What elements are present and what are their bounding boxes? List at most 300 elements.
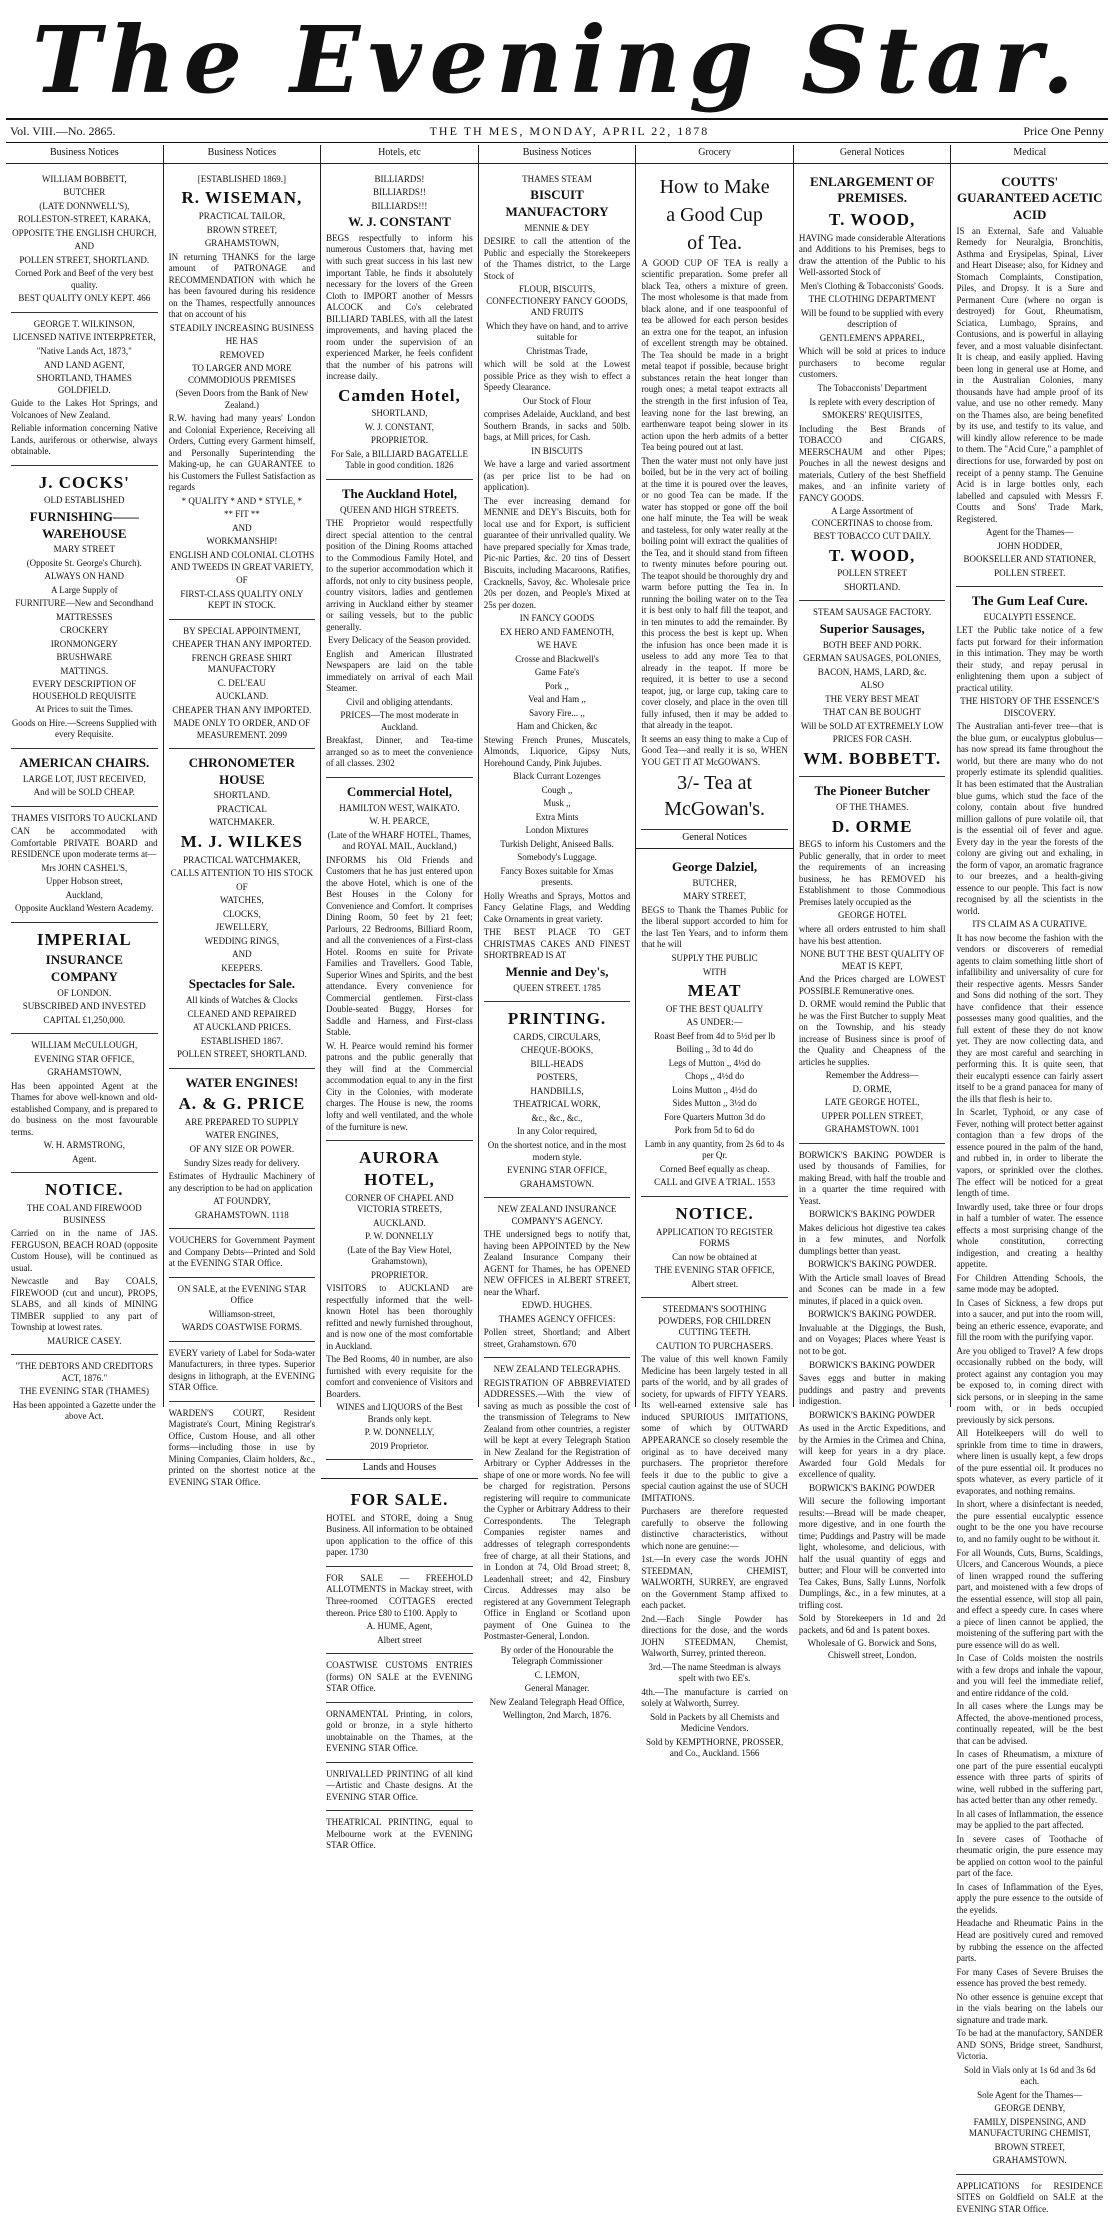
ad-line: BILLIARDS!! <box>372 187 426 198</box>
column-heading: Grocery <box>636 145 793 164</box>
advertisement <box>641 1298 788 1767</box>
ad-line: Stewing French Prunes, Muscatels, Almonds, Liquorice, Gipsy Nuts, Horehound Candy, Pink Jujubes. <box>483 734 631 768</box>
ad-line: (LATE DONNWELL'S), <box>39 200 130 211</box>
ad-line: SUPPLY THE PUBLIC <box>671 953 758 963</box>
ad-line: BACON, HAMS, LARD, &c. <box>817 666 927 677</box>
ad-line: Camden Hotel, <box>338 385 461 405</box>
ad-line: Sold in Packets by all Chemists and Medicine Vendors. <box>650 1711 780 1734</box>
ad-line: AT FOUNDRY, <box>213 1196 271 1207</box>
ad-line: HANDBILLS, <box>530 1085 584 1096</box>
ad-line: APPLICATIONS for RESIDENCE SITES on Goldfield on SALE at the EVENING STAR Office. <box>956 2180 1104 2214</box>
ad-line: Estimates of Hydraulic Machinery of any description to be had on application <box>168 1171 316 1193</box>
ad-line: FAMILY, DISPENSING, AND MANUFACTURING CHEMIST, <box>968 2116 1091 2139</box>
ad-line: REMOVED <box>219 349 265 360</box>
advertisement <box>11 466 158 749</box>
ad-line: IS an External, Safe and Valuable Remedy for Neuralgia, Bronchitis, Asthma and Erysipelas, Spinal, Liver and Heart Disease; also, for Kidney and Stomach Complaints, Constipation, Piles, and Dropsy. It is a Sure and Permanent Cure (where no organ is destroyed) for Gout, Rheumatism, Sciatica, Lumbago, Sprains, and Contusions, and is powerful in allaying fever, and a most valuable disinfectant. It is cheap, and easily applied. Having been long in general use at Home, and in the Australian Colonies, many thousands have had ample proof of its value, and use no other remedy. Many on the Thames also, are being benefited by its use, and testify to its value, and will kindly allow reference to be made to them. The "Acid Cure," a pamphlet of directions for use, forwarded by post on receipt of a penny stamp. The Genuine Acid is in large bottles only, each labelled and capsuled with Messrs F. Coutts and Sons' Trade Mark, Registered. <box>956 225 1104 524</box>
ad-line: Christmas Trade, <box>526 345 588 356</box>
ad-line: STEADILY INCREASING BUSINESS <box>169 322 314 333</box>
ad-line: New Zealand Telegraph Head Office, <box>489 1696 625 1707</box>
ad-line: OF THE THAMES. <box>835 802 909 813</box>
ad-line: THAMES VISITORS TO AUCKLAND <box>11 812 158 823</box>
ad-line: Agent. <box>72 1153 97 1164</box>
ad-line: Opposite Auckland Western Academy. <box>15 903 154 914</box>
ad-line: SHORTLAND, THAMES GOLDFIELD. <box>36 373 132 395</box>
ad-line: BOTH BEEF AND PORK. <box>822 639 922 650</box>
advertisement <box>169 1278 316 1342</box>
ad-line: The Bed Rooms, 40 in number, are also furnished with every requisite for the comfort and convenience of Visitors and Boarders. <box>326 1354 473 1399</box>
ad-line: LET the Public take notice of a few facts put forward for their information in this intimation. They may be worth their study, and repay perusal in enlightening them upon a subject of practical utility. <box>956 625 1104 693</box>
section-heading: General Notices <box>636 830 793 849</box>
ad-line: R. WISEMAN, <box>181 188 303 208</box>
ad-line: GERMAN SAUSAGES, POLONIES, <box>803 653 942 664</box>
ad-line: BORWICK'S BAKING POWDER <box>809 1209 936 1220</box>
ad-line: Sold by KEMPTHORNE, PROSSER, and Co., Auckland. 1566 <box>645 1736 784 1759</box>
ad-line: Every Delicacy of the Season provided. <box>327 635 471 646</box>
ad-line: WATER ENGINES! <box>185 1074 299 1090</box>
ad-line: (Seven Doors from the Bank of New Zealand.) <box>175 388 309 410</box>
advertisement <box>326 1483 473 1567</box>
ad-line: Crosse and Blackwell's <box>515 653 599 664</box>
ad-line: "Native Lands Act, 1873," <box>36 345 132 356</box>
ad-line: IMPERIAL <box>36 929 132 949</box>
ad-line: D. ORME would remind the Public that he was the First Butcher to supply Meat on the Township, and his steady increase of Business since is proof of the Quality and Cheapness of the articles he supplies. <box>798 999 946 1067</box>
ad-line: LICENSED NATIVE INTERPRETER, <box>12 332 156 343</box>
ad-line: SUBSCRIBED AND INVESTED <box>22 1001 146 1012</box>
ad-line: Musk ,, <box>543 798 571 809</box>
ad-line: Fore Quarters Mutton 3d do <box>664 1111 766 1122</box>
advertisement <box>484 168 631 1002</box>
ad-line: A Large Assortment of CONCERTINAS to choose from. <box>811 506 933 528</box>
ad-line: Will be found to be supplied with every description of <box>800 307 944 330</box>
ad-line: AND <box>232 949 252 960</box>
ad-line: Cough ,, <box>541 784 573 795</box>
ad-line: Invaluable at the Diggings, the Bush, and on Voyages; Places where Yeast is not to be got. <box>798 1322 946 1356</box>
ad-line: QUEEN AND HIGH STREETS. <box>339 504 459 515</box>
ad-line: CALL and GIVE A TRIAL. 1553 <box>654 1177 776 1188</box>
ad-line: A Large Supply of <box>51 584 118 595</box>
ad-line: PRACTICAL <box>216 803 267 814</box>
ad-line: Headache and Rheumatic Pains in the Head are positively cured and removed by rubbing the essence on the affected parts. <box>956 1918 1104 1964</box>
advertisement <box>326 778 473 1141</box>
ad-line: CAN be accommodated with Comfortable PRIVATE BOARD and RESIDENCE upon moderate terms at— <box>11 826 158 860</box>
volume-number: Vol. VIII.—No. 2865. <box>10 123 116 138</box>
ad-line: Then the water must not only have just boiled, but be in the very act of boiling at the time it is poured over the leaves, or no good Tea can be made. If the water has stopped or gone off the boil one half minute, the Tea will be weak and tasteless, for only water really at the boiling point will extract the qualities of the Tea, and it should stand from fifteen to twenty minutes before pouring out. The teapot should be thoroughly dry and warm before putting the Tea in. In running the boiling water on to the Tea it is best only to half fill the teapot, and in ten minutes to add the remainder. By this process the best is kept up. When the infusion has once been made it is useless to add any more Tea to that already in the teapot. If more be required, it is better to use a second teapot, jug, or large cup, taking care to cover closely, and place in the oven till fully infused, then it may be added to that already in the teapot. <box>641 455 788 731</box>
ad-line: Which they have on hand, and to arrive suitable for <box>486 320 628 343</box>
ad-line: In Scarlet, Typhoid, or any case of Fever, nothing will protect better against contagion than a few drops of the essence poured in the palm of the hand, and rubbed in, in order to liberate the vapors, or sprinkled over the clothes. The effect will be noticed for a great length of time. <box>956 1107 1104 1199</box>
ad-line: BEGS to inform his Customers and the Public generally, that in order to meet the requirements of an increasing business, he has REMOVED his Establishment to those Commodious Premises lately occupied as the <box>798 839 946 907</box>
ad-line: AND <box>232 522 252 533</box>
ad-line: [ESTABLISHED 1869.] <box>197 173 286 184</box>
ad-line: W. H. Pearce would remind his former patrons and the public generally that they will find at the Commercial accommodation equal to any in the first City in the Colonies, with moderate charges. The House is new, the rooms lofty and well ventilated, and the whole of the furniture is new. <box>326 1040 473 1132</box>
ad-line: Turkish Delight, Aniseed Balls. <box>500 838 614 849</box>
ad-line: By order of the Honourable the Telegraph Commissioner <box>500 1644 614 1667</box>
ad-line: a Good Cup <box>666 203 763 226</box>
ad-line: AUCKLAND. <box>373 1217 426 1228</box>
advertisement <box>326 1763 473 1812</box>
ad-line: Carried on in the name of JAS. FERGUSON, BEACH ROAD (opposite Custom House), will be continued as usual. <box>11 1228 158 1273</box>
ad-line: WORKMANSHIP! <box>206 536 278 547</box>
ad-line: It has now become the fashion with the vendors or discoverers of remedial agents to claim something little short of infallibility and universality of cure for their respective agents. Messrs Sander and Sons did nothing of the sort. They have confidence that their essence possesses many good qualities, and the full extent of these they do not know yet. They are now collecting data, and they are most careful and searching in performing this. It is quite seen, that their eucalypti essence can fairly assert itself to be a grand panacea for many of the ills that flesh is heir to. <box>956 932 1104 1104</box>
ad-line: ON SALE, at the EVENING STAR Office <box>177 1283 307 1306</box>
masthead-title: The Evening Star. <box>32 6 1082 114</box>
ad-line: GRAHAMSTOWN. <box>519 1178 595 1189</box>
advertisement <box>326 1654 473 1703</box>
ad-line: * QUALITY * AND * STYLE, * <box>181 495 303 506</box>
ad-line: It seems an easy thing to make a Cup of Good Tea—and really it is so, WHEN YOU GET IT AT McGOWAN'S. <box>641 733 788 767</box>
ad-line: APPLICATION TO REGISTER FORMS <box>656 1226 774 1249</box>
advertisement <box>169 168 316 620</box>
ad-line: The Australian anti-fever tree—that is the blue gum, or eucalyptus globulus—has now spread its fame throughout the world, but there are many who do not properly estimate its splendid qualities. It has been estimated that the Australian blue gums, which stud the face of the colony, contain about five hundred million gallons of pure volatile oil, that is the essential oil of fever and ague. Every day in the year the forests of the colony are giving out and exhaling, in the form of vapor, an aromatic fragrance to our breezes, and a health-giving essence to our people. This fact is now recognised by all the scientists in the world. <box>956 721 1104 916</box>
ad-line: WEDDING RINGS, <box>204 935 280 946</box>
ad-line: BILLIARDS!!! <box>371 200 428 211</box>
ad-line: BORWICK'S BAKING POWDER. <box>807 1309 937 1320</box>
ad-line: GRAHAMSTOWN. 1118 <box>195 1209 289 1220</box>
ad-line: WARDS COASTWISE FORMS. <box>181 1322 302 1333</box>
ad-line: 1st.—In every case the words JOHN STEEDMAN, CHEMIST, WALWORTH, SURREY, are engraved on the Government Stamp affixed to each packet. <box>641 1554 788 1611</box>
ad-line: THE CLOTHING DEPARTMENT <box>808 294 936 305</box>
ad-line: D. ORME <box>831 816 913 836</box>
ad-line: FLOUR, BISCUITS, CONFECTIONERY FANCY GOODS, AND FRUITS <box>486 284 628 318</box>
ad-line: As used in the Arctic Expeditions, and by the Armies in the Crimea and China, will keep for years in a dry place. Awarded four Gold Medals for excellence of quality. <box>798 1423 946 1480</box>
ad-line: A. & G. PRICE <box>178 1094 306 1114</box>
advertisement <box>799 168 946 602</box>
ad-line: THAT CAN BE BOUGHT <box>823 707 921 718</box>
ad-line: SHORTLAND. <box>213 790 270 801</box>
ad-line: How to Make <box>659 175 770 198</box>
ad-line: POLLEN STREET <box>837 568 908 579</box>
ad-line: POLLEN STREET, SHORTLAND. <box>19 254 150 265</box>
ad-line: MATTRESSES <box>56 611 113 622</box>
ad-line: THAMES STEAM <box>522 173 592 184</box>
ad-line: OF LONDON. <box>57 987 112 998</box>
ad-line: In short, where a disinfectant is needed, the pure essential eucalyptic essence ought to be the one you have recourse to, and no family ought to be without it. <box>956 1499 1104 1544</box>
ad-line: PRACTICAL WATCHMAKER, <box>183 854 301 865</box>
column-heading: General Notices <box>794 145 951 164</box>
ad-line: For many Cases of Severe Bruises the essence has proved the best remedy. <box>956 1966 1104 1989</box>
ad-line: GEORGE HOTEL <box>838 910 907 921</box>
ad-line: R.W. having had many years' London and Colonial Experience, Receiving all Orders, Cutting every Garment himself, and Personally Superintending the Making-up, he can GUARANTEE to his Customers the Fullest Satisfaction as regards <box>168 413 316 493</box>
ad-line: ** FIT ** <box>223 509 260 520</box>
ad-line: MADE ONLY TO ORDER, AND OF MEASUREMENT. 2099 <box>173 718 311 740</box>
ad-line: Breakfast, Dinner, and Tea-time arranged so as to meet the convenience of all classes. 2302 <box>326 735 473 769</box>
ad-line: Can now be obtained at <box>672 1251 758 1262</box>
columns <box>6 145 1108 2214</box>
ad-line: MARY STREET <box>53 544 115 555</box>
ad-line: GEORGE T. WILKINSON, <box>33 318 135 329</box>
ad-line: General Manager. <box>524 1683 590 1694</box>
ad-line: REGISTRATION OF ABBREVIATED ADDRESSES.—With the view of saving as much as possible the cost of the transmission of Telegrams to New Zealand from other countries, a register will be kept at every Telegraph Station in New Zealand for the Registration of Arbitrary or Cypher Addresses in the shape of one or more words. No fee will be charged for registration. Persons registering will require to communicate the Cypher or Arbitrary Address to their Correspondents. The Telegraph Companies register names and addresses of telegraph correspondents free of charge, at all their Stations, and in London at 74, Old Broad street; 8, Leadenhall street; and 42, Finsbury Circus. Addresses may also be registered at any Government Telegraph Office in England or Scotland upon payment of One Guinea to the Postmaster-General, London. <box>483 1377 631 1642</box>
ad-line: UNRIVALLED PRINTING of all kind—Artistic and Chaste designs. At the EVENING STAR Office. <box>326 1768 473 1802</box>
ad-line: PRICES—The most moderate in Auckland. <box>340 710 459 732</box>
ad-line: All Hotelkeepers will do well to sprinkle from time to time in drawers, where linen is usually kept, a few drops of the pure essential oil. It produces no spots whatever, as every particle of it evaporates, and nothing remains. <box>956 1428 1104 1496</box>
ad-line: BROWN STREET, <box>994 2141 1065 2152</box>
ad-line: For Children Attending Schools, the same mode may be adopted. <box>956 1272 1104 1295</box>
ad-line: WITH <box>702 966 727 977</box>
ad-line: EVENING STAR OFFICE, <box>507 1165 608 1176</box>
ad-line: Will secure the following important results:—Bread will be made cheaper, more digestive, and in one fourth the time; Puddings and Pastry will be made light, wholesome, and delicious, with half the usual quantity of eggs and butter; and Flour will be converted into Tea Cakes, Buns, Sally Lunns, Norfolk Dumplings, &c., in a few minutes, at a trifling cost. <box>798 1496 946 1610</box>
ad-line: AURORA HOTEL, <box>359 1148 440 1189</box>
ad-line: POLLEN STREET. <box>994 567 1066 578</box>
ad-line: Which will be sold at prices to induce purchasers to become regular customers. <box>798 346 946 380</box>
ad-line: A GOOD CUP OF TEA is really a scientific preparation. Some prefer all black Tea, others a mixture of green. The most wholesome is that made from black alone, and if one teaspoonful of tea be allowed for each person besides an extra one for the teapot, an infusion of excellent strength may be obtained. The Tea should be made in a bright metal teapot if possible, because bright substances retain the heat longer than rough ones; a metal teapot extracts all the strength in the first infusion of Tea, leaving none for the last brewing, an earthenware teapot being slower in its action upon the herb admits of a better Tea being poured out at last. <box>641 257 788 453</box>
ad-line: The Auckland Hotel, <box>341 486 458 501</box>
ad-line: C. LEMON, <box>534 1669 580 1680</box>
ad-line: &c., &c., &c., <box>531 1112 583 1123</box>
advertisement <box>169 1069 316 1230</box>
advertisement <box>326 1567 473 1654</box>
advertisement <box>641 853 788 1197</box>
ad-line: BISCUIT MANUFACTORY <box>505 187 609 219</box>
ad-line: PRINTING. <box>507 1009 607 1029</box>
ad-line: ROLLESTON-STREET, KARAKA, <box>17 214 151 225</box>
ad-line: IRONMONGERY <box>50 638 118 649</box>
ad-line: Guide to the Lakes Hot Springs, and Volcanoes of New Zealand. <box>11 398 158 420</box>
ad-line: EVENING STAR OFFICE, <box>34 1053 135 1064</box>
ad-line: Sundry Sizes ready for delivery. <box>184 1157 300 1168</box>
advertisement <box>11 749 158 807</box>
ad-line: INSURANCE COMPANY <box>45 952 123 985</box>
column-3 <box>320 145 478 1851</box>
ad-line: BUTCHER <box>63 187 106 198</box>
advertisement <box>641 168 788 831</box>
ad-line: ESTABLISHED 1867. <box>200 1035 283 1046</box>
ad-line: C. DEL'EAU <box>217 677 266 688</box>
ad-line: Makes delicious hot digestive tea cakes in a few minutes, and Norfolk dumplings better than yeast. <box>798 1222 946 1256</box>
ad-line: EVERY variety of Label for Soda-water Manufacturers, in three types. Superior designs in lithograph, at the EVENING STAR Office. <box>168 1347 316 1393</box>
ad-line: ORNAMENTAL Printing, in colors, gold or bronze, in a style hitherto unobtainable on the Thames, at the EVENING STAR Office. <box>326 1708 473 1754</box>
ad-line: AND <box>74 241 95 252</box>
ad-line: CAPITAL £1,250,000. <box>43 1014 126 1025</box>
ad-line: W. H. ARMSTRONG, <box>43 1140 125 1151</box>
ad-line: CORNER OF CHAPEL AND VICTORIA STREETS, <box>345 1192 454 1215</box>
column-1 <box>6 145 163 1422</box>
ad-line: THE HISTORY OF THE ESSENCE'S DISCOVERY. <box>960 696 1100 718</box>
ad-line: AMERICAN CHAIRS. <box>19 754 150 770</box>
ad-line: CHEQUE-BOOKS, <box>520 1045 594 1056</box>
ad-line: AUCKLAND. <box>215 691 269 702</box>
ad-line: CLEANED AND REPAIRED <box>187 1008 297 1019</box>
ad-line: GRAHAMSTOWN. 1001 <box>825 1124 920 1135</box>
ad-line: London Mixtures <box>525 825 589 836</box>
ad-line: OPPOSITE THE ENGLISH CHURCH, <box>12 227 157 238</box>
ad-line: FURNITURE—New and Secondhand <box>15 598 154 609</box>
ad-line: ITS CLAIM AS A CURATIVE. <box>972 919 1088 930</box>
ad-line: AS UNDER:— <box>686 1017 743 1028</box>
ad-line: INFORMS his Old Friends and Customers that he has just entered upon the above Hotel, which is one of the Best Houses in the Colony for Convenience and Comfort. It comprises Dining Room, 50 feet by 21 feet; Parlours, 22 Bedrooms, Billiard Room, and all the conveniences of a First-class Hotel. Rooms en suite for Private Families and Travellers. Good Table, Superior Wines and Spirits, and the best attendance. Every convenience for Commercial gentlemen. First-class Double-seated Buggy, Horses for Saddle and Harness, and First-class Stable. <box>326 854 473 1038</box>
ad-line: No other essence is genuine except that in the vials bearing on the labels our signature and trade mark. <box>956 1991 1104 2025</box>
ad-line: BORWICK'S BAKING POWDER <box>809 1482 936 1493</box>
ad-line: Extra Mints <box>535 811 579 822</box>
ad-line: BY SPECIAL APPOINTMENT, <box>183 625 301 636</box>
ad-line: GRAHAMSTOWN, <box>47 1067 122 1078</box>
ad-line: ENGLISH AND COLONIAL CLOTHS AND TWEEDS IN GREAT VARIETY, <box>169 549 315 572</box>
ad-line: Inwardly used, take three or four drops in half a tumbler of water. The essence effects a most surprising change of the whole constitution, correcting indigestion, and creating a healthy appetite. <box>956 1201 1104 1270</box>
ad-line: Legs of Mutton ,, 4½d do <box>668 1057 761 1068</box>
ad-line: Williamson-street, <box>208 1308 276 1319</box>
ad-line: BOOKSELLER AND STATIONER, <box>963 554 1097 565</box>
ad-line: (Opposite St. George's Church). <box>26 557 142 568</box>
ad-line: BEGS to Thank the Thames Public for the liberal support accorded to him for the last Ten Years, and to inform them that he will <box>641 904 788 950</box>
ad-line: Auckland, <box>65 889 103 900</box>
ad-line: In all cases of Inflammation, the essence may be applied to the part affected. <box>956 1808 1104 1831</box>
ad-line: D. ORME, <box>852 1083 892 1094</box>
ad-line: FOR SALE — FREEHOLD ALLOTMENTS in Mackay street, with Three-roomed COTTAGES erected thereon. Price £80 to £100. Apply to <box>326 1572 473 1618</box>
ad-line: VOUCHERS for Government Payment and Company Debts—Printed and Sold at the EVENING STAR Office. <box>168 1235 316 1269</box>
ad-line: With the Article small loaves of Bread and Scones can be made in a few minutes, if placed in a quick oven. <box>798 1272 946 1306</box>
ad-line: IN FANCY GOODS <box>519 613 595 624</box>
ad-line: Black Currant Lozenges <box>513 771 601 782</box>
ad-line: Sold in Vials only at 1s 6d and 3s 6d each. <box>963 2064 1096 2087</box>
ad-line: Roast Beef from 4d to 5½d per lb <box>654 1030 776 1041</box>
ad-line: STEEDMAN'S SOOTHING POWDERS, FOR CHILDREN CUTTING TEETH. <box>658 1304 771 1338</box>
ad-line: PROPRIETOR. <box>370 1269 428 1280</box>
advertisement <box>326 1811 473 1859</box>
ad-line: CLOCKS, <box>222 908 261 919</box>
ad-line: STEAM SAUSAGE FACTORY. <box>813 607 932 618</box>
ad-line: OF <box>236 881 248 892</box>
ad-line: GEORGE DENBY, <box>994 2103 1066 2114</box>
column-heading: Medical <box>951 145 1108 164</box>
place-date: THE TH MES, MONDAY, APRIL 22, 1878 <box>429 123 710 138</box>
advertisement <box>169 749 316 1068</box>
ad-line: Albert street. <box>691 1278 739 1289</box>
section-heading: Lands and Houses <box>321 1460 478 1479</box>
column-4 <box>478 145 636 1721</box>
ad-line: THE undersigned begs to notify that, having been APPOINTED by the New Zealand Insurance Company their AGENT for Thames, he has OPENED NEW OFFICES in ALBERT STREET, near the Wharf. <box>483 1229 631 1297</box>
ad-line: CARDS, CIRCULARS, <box>513 1031 601 1042</box>
ad-line: Goods on Hire.—Screens Supplied with every Requisite. <box>11 717 157 740</box>
ad-line: Men's Clothing & Tobacconists' Goods. <box>800 280 944 291</box>
ad-line: LATE GEORGE HOTEL, <box>824 1097 920 1108</box>
ad-line: The Pioneer Butcher <box>814 783 930 799</box>
ad-line: Saves eggs and butter in making puddings and pastry and prevents indigestion. <box>798 1373 946 1407</box>
ad-line: For all Wounds, Cuts, Burns, Scaldings, Ulcers, and Cancerous Wounds, a piece of linen wrapped round the suffering part, and moistened with a few drops of the essential essence, will stop all pain, and effect a speedy cure. In cases where a piece of linen cannot be applied, the moistening of the suffering part with the pure essence will do as well. <box>956 1547 1104 1650</box>
ad-line: 3rd.—The name Steedman is always spelt with two EE's. <box>648 1661 781 1684</box>
advertisement <box>799 777 946 1143</box>
ad-line: Albert street <box>377 1634 422 1645</box>
ad-line: On the shortest notice, and in the most modern style. <box>487 1140 627 1162</box>
ad-line: Superior Sausages, <box>819 620 925 636</box>
ad-line: Veal and Ham ,, <box>528 694 586 705</box>
advertisement <box>484 1002 631 1198</box>
ad-line: IN returning THANKS for the large amount of PATRONAGE and RECOMMENDATION with which he has been favoured during his residence on the Thames, respectfully announces that on account of his <box>168 251 316 320</box>
ad-line: Agent for the Thames— <box>985 527 1074 538</box>
ad-line: Upper Hobson street, <box>45 876 123 887</box>
ad-line: FOR SALE. <box>350 1490 449 1510</box>
advertisement <box>641 1197 788 1298</box>
advertisement <box>169 1402 316 1496</box>
ad-line: CAUTION TO PURCHASERS. <box>656 1340 774 1351</box>
ad-line: Holly Wreaths and Sprays, Mottos and Fancy Gelatine Flags, and Wedding Cake Ornaments in great variety. <box>483 890 631 924</box>
ad-line: BORWICK'S BAKING POWDER is used by thousands of Families, for making Bread, with half the trouble and in a quarter the time required with Yeast. <box>798 1149 946 1206</box>
ad-line: GENTLEMEN'S APPAREL, <box>819 332 925 343</box>
ad-line: T. WOOD, <box>829 545 916 565</box>
advertisement <box>799 1144 946 1669</box>
ad-line: Corned Beef equally as cheap. <box>659 1163 770 1174</box>
advertisement <box>169 1229 316 1278</box>
ad-line: JOHN HODDER, <box>997 540 1063 551</box>
ad-line: BEST TOBACCO CUT DAILY. <box>813 531 931 542</box>
advertisement <box>11 807 158 923</box>
ad-line: BUTCHER, <box>692 877 737 888</box>
ad-line: In any Color required, <box>517 1126 598 1137</box>
ad-line: Pork from 5d to 6d do <box>674 1125 755 1136</box>
column-5 <box>635 145 793 1759</box>
column-heading: Business Notices <box>164 145 321 164</box>
ad-line: Pork ,, <box>545 680 569 691</box>
ad-line: 2nd.—Each Single Powder has directions for the dose, and the words JOHN STEEDMAN, Chemist, Walworth, Surrey, printed thereon. <box>641 1613 788 1659</box>
ad-line: Sole Agent for the Thames— <box>977 2089 1083 2100</box>
ad-line: Sold by Storekeepers in 1d and 2d packets, and 6d and 1s patent boxes. <box>798 1613 946 1635</box>
ad-line: BROWN STREET, <box>206 224 278 235</box>
ad-line: The value of this well known Family Medicine has been largely tested in all parts of the world, and by all grades of society, for upwards of FIFTY YEARS. Its well-earned extensive sale has induced SPURIOUS IMITATIONS, some of which by OUTWARD APPEARANCE so closely resemble the original as to have deceived many purchasers. The proprietor therefore feels it due to the public to give a special caution against the use of SUCH IMITATIONS. <box>641 1354 788 1503</box>
ad-line: POLLEN STREET, SHORTLAND. <box>176 1049 307 1060</box>
ad-line: ARE PREPARED TO SUPPLY <box>184 1116 299 1127</box>
ad-line: Ham and Chicken, &c <box>516 721 598 732</box>
ad-line: FIRST-CLASS QUALITY ONLY KEPT IN STOCK. <box>180 588 304 611</box>
ad-line: HAMILTON WEST, WAIKATO. <box>339 802 460 813</box>
advertisement <box>956 168 1103 587</box>
ad-line: DESIRE to call the attention of the Public and especially the Storekeepers of the Thames district, to the Large Stock of <box>483 236 631 281</box>
ad-line: BEGS respectfully to inform his numerous Customers that, having met with such great success in his last new important Table, he finds it absolutely necessary for the lovers of the Green Cloth to IMPORT another of Messrs ALCOCK and Co's celebrated BILLIARD TABLES, with all the latest improvements, and having placed the room under the supervision of an experienced Marker, he feels confident that the number of his patrons will increase daily. <box>326 232 473 382</box>
ad-line: HAVING made considerable Alterations and Additions to his Premises, begs to draw the attention of the Public to his Well-assorted Stock of <box>798 232 946 278</box>
ad-line: (Late of the WHARF HOTEL, Thames, and ROYAL MAIL, Auckland,) <box>327 829 472 852</box>
ad-line: NOTICE. <box>675 1204 754 1223</box>
ad-line: BEST QUALITY ONLY KEPT. 466 <box>18 293 151 304</box>
ad-line: THE EVENING STAR (THAMES) <box>19 1386 150 1397</box>
ad-line: UPPER POLLEN STREET, <box>821 1110 923 1121</box>
ad-line: NOTICE. <box>45 1180 124 1200</box>
ad-line: IN BISCUITS <box>531 445 583 456</box>
ad-line: Civil and obliging attendants. <box>346 696 453 707</box>
ad-line: BILL-HEADS <box>530 1058 584 1069</box>
ad-line: OF THE BEST QUALITY <box>665 1003 764 1014</box>
ad-line: SHORTLAND. <box>844 581 901 592</box>
ad-line: THE Proprietor would respectfully direct special attention to the central position of the Dining Rooms attached to the Commodious Family Hotel, and to the superior accommodation which it affords, not only to city business people, country visitors, ladies and gentlemen arriving in Auckland either by steamer or sailing vessels, but to the public generally. <box>326 518 473 632</box>
ad-line: EVERY DESCRIPTION OF HOUSEHOLD REQUISITE <box>32 679 137 701</box>
ad-line: JEWELLERY, <box>215 922 269 933</box>
ad-line: In cases of Rheumatism, a mixture of one part of the pure essential eucalypti essence with three parts of spirits of wine, well rubbed in the suffering part, has acted better than any other remedy. <box>956 1749 1104 1806</box>
ad-line: Corned Pork and Beef of the very best quality. <box>15 268 154 290</box>
ad-line: OF ANY SIZE OR POWER. <box>189 1144 295 1154</box>
ad-line: Spectacles for Sale. <box>188 976 295 992</box>
advertisement <box>11 168 158 313</box>
ad-line: AND LAND AGENT, <box>44 359 125 370</box>
ad-line: W. H. PEARCE, <box>369 816 430 827</box>
ad-line: CHEAPER THAN ANY IMPORTED. <box>172 639 312 650</box>
ad-line: SHORTLAND, <box>371 408 428 419</box>
advertisement <box>326 480 473 778</box>
ad-line: WINES and LIQUORS of the Best Brands only kept. <box>336 1402 463 1424</box>
ad-line: A. HUME, Agent, <box>366 1621 433 1632</box>
ad-line: Has been appointed a Gazette under the above Act. <box>12 1399 156 1422</box>
ad-line: At Prices to suit the Times. <box>35 704 134 715</box>
advertisement <box>11 1355 158 1430</box>
ad-line: EDWD. HUGHES. <box>521 1300 593 1311</box>
ad-line: SMOKERS' REQUISITES, <box>822 410 923 421</box>
ad-line: HE HAS <box>225 336 258 347</box>
ad-line: Mrs JOHN CASHEL'S, <box>41 862 128 873</box>
ad-line: T. WOOD, <box>829 210 916 230</box>
ad-line: Somebody's Luggage. <box>517 852 597 863</box>
ad-line: NEW ZEALAND TELEGRAPHS. <box>493 1364 621 1375</box>
ad-line: KEEPERS. <box>221 962 263 973</box>
ad-line: To be had at the manufactory, SANDER AND SONS, Bridge street, Sandhurst, Victoria. <box>956 2028 1104 2062</box>
column-6 <box>793 145 951 1660</box>
ad-line: comprises Adelaide, Auckland, and best Southern Brands, in sacks and 50lb. bags, at Mill prices, for Cash. <box>483 409 631 443</box>
ad-line: NONE BUT THE BEST QUALITY OF MEAT IS KEPT, <box>799 949 945 971</box>
ad-line: In Cases of Sickness, a few drops put into a saucer, and put into the room will, being an etheric essence, evaporate, and fill the room with the purifying vapor. <box>956 1297 1104 1343</box>
